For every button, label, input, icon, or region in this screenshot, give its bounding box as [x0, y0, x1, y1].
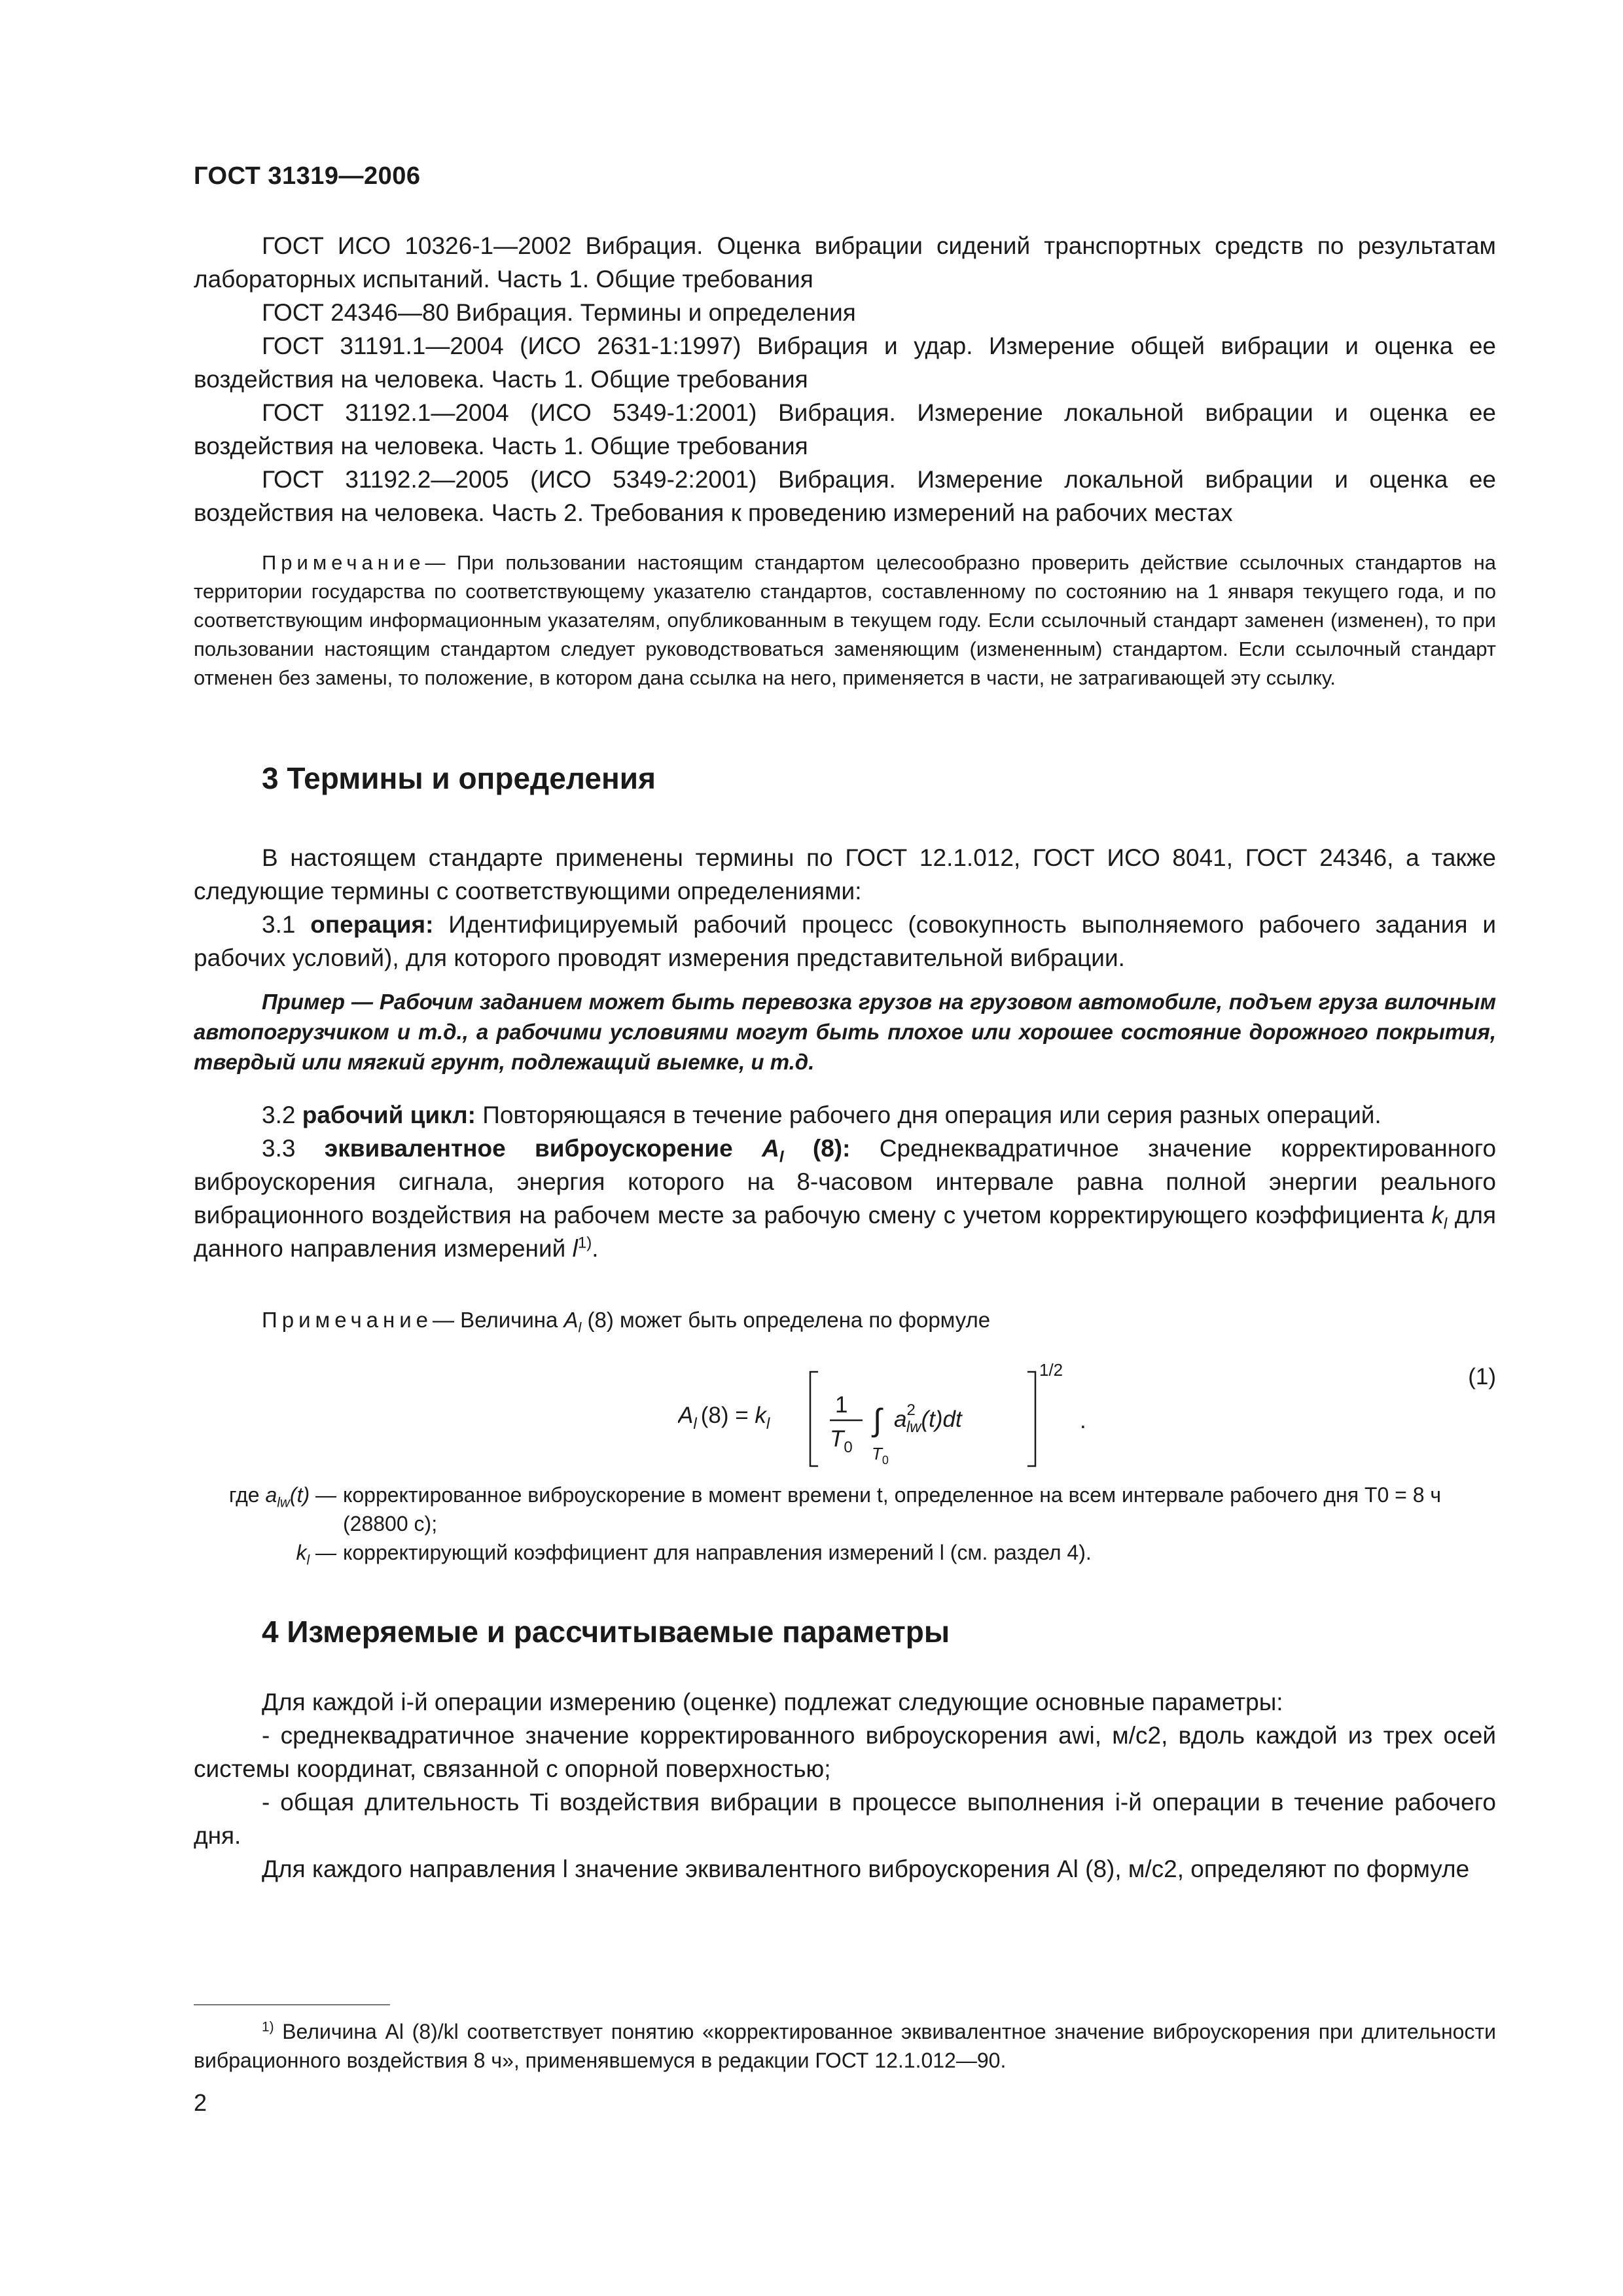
svg-text:a2lw(t)dt: $a^2$ lw(t)dt: [894, 1401, 962, 1436]
formula-1-graphic: [678, 1350, 1254, 1480]
svg-text:Al(8) = kl: $A_l$ $(8) = k_l$: [678, 1403, 770, 1433]
formula-1: [194, 1350, 1496, 1480]
footnote: $^{1)}$ Величина Al (8)/kl соответствует понятию «корректированное эквивалентное значение виброускорения при длительности вибрационного воздействия 8 ч», применявшемуся в редакции ГОСТ 12.1.012—90.: [194, 2019, 1497, 2072]
note-label: Примечание: [262, 551, 425, 574]
svg-text:T0: $T_0$: [872, 1444, 889, 1467]
parameter-item: - среднеквадратичное значение корректированного виброускорения awi, м/с2, вдоль каждой из трех осей системы координат, связанной с опорной поверхностью;: [194, 1722, 1496, 1782]
footnote-ref: 1): [577, 1234, 592, 1252]
term-3-3: 3.3 эквивалентное виброускорение $A_l$ (8): Среднеквадратичное значение корректированного виброускорения сигнала, энергия которого на 8-часовом интервале равна полной энергии реального вибрационного воздействия на рабочем месте за рабочую смену с учетом корректирующего коэффициента $k_l$ для данного направления измерений $l^{1)}$.: [194, 1135, 1497, 1262]
section-4-heading: 4 Измеряемые и рассчитываемые параметры: [262, 1615, 950, 1649]
section-4-intro: Для каждой i-й операции измерению (оценке) подлежат следующие основные параметры:: [262, 1689, 1283, 1715]
legend-item: где $a_{lw}(t)$ — корректированное виброускорение в момент времени t, определенное на всем интервале рабочего дня T0 = 8 ч (28800 с);: [228, 1483, 1442, 1535]
document-page: [194, 0, 1496, 2296]
svg-text:1/2: 1/2: [1039, 1360, 1063, 1380]
references-note: [194, 548, 1496, 692]
note-text: — При пользовании настоящим стандартом целесообразно проверить действие ссылочных стандартов на территории государства по соответствующему указателю стандартов, составленному по состоянию на 1 января текущего года, и по соответствующим информационным указателям, опубликованным в текущем году. Если ссылочный стандарт заменен (изменен), то при пользовании настоящим стандартом следует руководствоваться заменяющим (измененным) стандартом. Если ссылочный стандарт отменен без замены, то положение, в котором дана ссылка на него, применяется в части, не затрагивающей эту ссылку.: [194, 551, 1496, 689]
section-3-heading: 3 Термины и определения: [262, 761, 656, 795]
reference-item: ГОСТ ИСО 10326-1—2002 Вибрация. Оценка вибрации сидений транспортных средств по результатам лабораторных испытаний. Часть 1. Общие требования: [194, 232, 1496, 293]
term-name: операция:: [310, 911, 434, 938]
page-number: 2: [194, 2089, 207, 2116]
formula-note: Примечание— Величина $A_l$ (8) может быть определена по формуле: [262, 1308, 991, 1336]
reference-item: ГОСТ 24346—80 Вибрация. Термины и определения: [262, 299, 856, 326]
svg-text:T0: $T_0$: [830, 1426, 853, 1456]
svg-text:1: 1: [835, 1392, 848, 1418]
section-4-body: [194, 1685, 1496, 1886]
footnote-mark: 1): [262, 2019, 274, 2035]
term-definition: Идентифицируемый рабочий процесс (совокупность выполняемого рабочего задания и рабочих условий), для которого проводят измерения представительной вибрации.: [194, 911, 1497, 971]
term-definition: Повторяющаяся в течение рабочего дня операция или серия разных операций.: [482, 1102, 1382, 1128]
reference-item: ГОСТ 31192.1—2004 (ИСО 5349-1:2001) Вибрация. Измерение локальной вибрации и оценка ее воздействия на человека. Часть 1. Общие требования: [194, 399, 1496, 459]
section-4-formula-lead: Для каждого направления l значение эквивалентного виброускорения Al (8), м/с2, определяют по формуле: [262, 1856, 1470, 1882]
term-3-1: 3.1 операция: Идентифицируемый рабочий процесс (совокупность выполняемого рабочего задания и рабочих условий), для которого проводят измерения представительной вибрации.: [194, 911, 1497, 971]
term-name: рабочий цикл:: [302, 1102, 476, 1128]
legend-item: $k_l$ — корректирующий коэффициент для направления измерений l (см. раздел 4).: [296, 1541, 1092, 1568]
formula-legend: [194, 1480, 1496, 1567]
section-3-body-continued: [194, 1098, 1496, 1265]
equation-number: (1): [1468, 1364, 1496, 1390]
section-3-intro: В настоящем стандарте применены термины по ГОСТ 12.1.012, ГОСТ ИСО 8041, ГОСТ 24346, а также следующие термины с соответствующими определениями:: [194, 844, 1496, 905]
running-header: ГОСТ 31319—2006: [194, 162, 421, 190]
legend-description: корректирующий коэффициент для направления измерений l (см. раздел 4).: [343, 1541, 1092, 1564]
term-definition: Среднеквадратичное значение корректированного виброускорения сигнала, энергия которого на 8-часовом интервале равна полной энергии реального вибрационного воздействия на рабочем месте за рабочую смену с учетом корректирующего коэффициента $k_l$ для данного направления измерений $l^{1)}$.: [194, 1135, 1497, 1262]
section-3-body: [194, 841, 1496, 975]
reference-item: ГОСТ 31191.1—2004 (ИСО 2631-1:1997) Вибрация и удар. Измерение общей вибрации и оценка ее воздействия на человека. Часть 1. Общие требования: [194, 332, 1496, 393]
term-name: эквивалентное виброускорение $A_l$ (8):: [324, 1135, 851, 1166]
footnote-separator: [194, 2004, 390, 2005]
normative-references-list: [194, 229, 1496, 529]
term-example: Пример — Рабочим заданием может быть перевозка грузов на грузовом автомобиле, подъем груза вилочным автопогрузчиком и т.д., а рабочими условиями могут быть плохое или хорошее состояние дорожного покрытия, твердый или мягкий грунт, подлежащий выемке, и т.д.: [194, 990, 1496, 1074]
parameter-item: - общая длительность Ti воздействия вибрации в процессе выполнения i-й операции в течение рабочего дня.: [194, 1789, 1496, 1849]
reference-item: ГОСТ 31192.2—2005 (ИСО 5349-2:2001) Вибрация. Измерение локальной вибрации и оценка ее воздействия на человека. Часть 2. Требования к проведению измерений на рабочих местах: [194, 466, 1496, 526]
integral-sign: ∫: [873, 1403, 882, 1438]
term-3-2: 3.2 рабочий цикл: Повторяющаяся в течение рабочего дня операция или серия разных операций.: [262, 1102, 1382, 1128]
legend-description: корректированное виброускорение в момент времени t, определенное на всем интервале рабочего дня T0 = 8 ч (28800 с);: [343, 1483, 1442, 1535]
svg-text:.: .: [1080, 1408, 1086, 1433]
